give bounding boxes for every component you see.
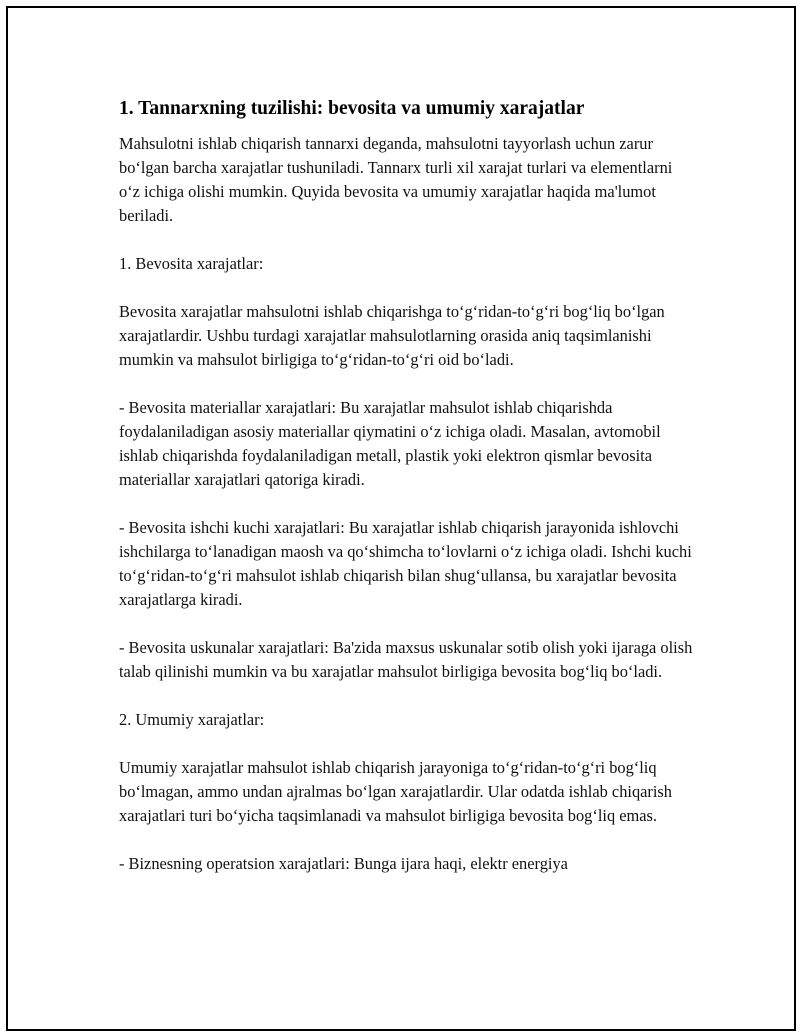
subheading-direct-costs: 1. Bevosita xarajatlar: [119,254,264,273]
section-heading: 1. Tannarxning tuzilishi: bevosita va umumiy xarajatlar [119,98,585,119]
document-page [6,6,796,1031]
direct-labor-paragraph: - Bevosita ishchi kuchi xarajatlari: Bu xarajatlar ishlab chiqarish jarayonida ishlovchi ishchilarga to‘lanadigan maosh va qo‘shimcha to‘lovlarni o‘z ichiga oladi. Ishchi kuchi to‘g‘ridan-to‘g‘ri mahsulot ishlab chiqarish bilan shug‘ullansa, bu xarajatlar bevosita xarajatlarga kiradi. [119,518,692,609]
operational-costs-paragraph: - Biznesning operatsion xarajatlari: Bunga ijara haqi, elektr energiya [119,854,568,873]
direct-equipment-paragraph: - Bevosita uskunalar xarajatlari: Ba'zida maxsus uskunalar sotib olish yoki ijaraga olish talab qilinishi mumkin va bu xarajatlar mahsulot birligiga bevosita bog‘liq bo‘ladi. [119,638,693,681]
document-body [119,96,694,900]
direct-materials-paragraph: - Bevosita materiallar xarajatlari: Bu xarajatlar mahsulot ishlab chiqarishda foydalaniladigan asosiy materiallar qiymatini o‘z ichiga oladi. Masalan, avtomobil ishlab chiqarishda foydalaniladigan metall, plastik yoki elektron qismlar bevosita materiallar xarajatlari qatoriga kiradi. [119,398,661,489]
subheading-overhead-costs: 2. Umumiy xarajatlar: [119,710,265,729]
direct-costs-paragraph: Bevosita xarajatlar mahsulotni ishlab chiqarishga to‘g‘ridan-to‘g‘ri bog‘liq bo‘lgan xarajatlardir. Ushbu turdagi xarajatlar mahsulotlarning orasida aniq taqsimlanishi mumkin va mahsulot birligiga to‘g‘ridan-to‘g‘ri oid bo‘ladi. [119,302,665,369]
overhead-costs-paragraph: Umumiy xarajatlar mahsulot ishlab chiqarish jarayoniga to‘g‘ridan-to‘g‘ri bog‘liq bo‘lmagan, ammo undan ajralmas bo‘lgan xarajatlardir. Ular odatda ishlab chiqarish xarajatlari turi bo‘yicha taqsimlanadi va mahsulot birligiga bevosita bog‘liq emas. [119,758,672,825]
intro-paragraph: Mahsulotni ishlab chiqarish tannarxi deganda, mahsulotni tayyorlash uchun zarur bo‘lgan barcha xarajatlar tushuniladi. Tannarx turli xil xarajat turlari va elementlarni o‘z ichiga olishi mumkin. Quyida bevosita va umumiy xarajatlar haqida ma'lumot beriladi. [119,134,673,225]
